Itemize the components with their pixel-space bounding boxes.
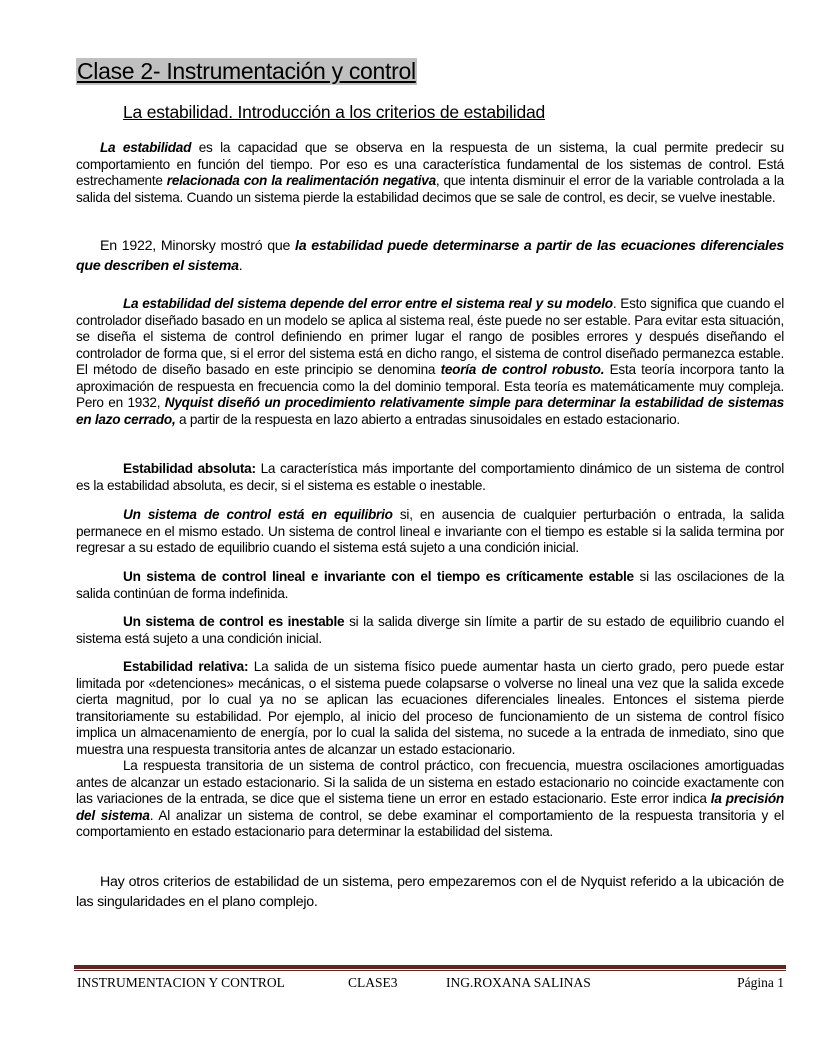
footer-class: CLASE3 [348,975,398,990]
paragraph-text: es la capacidad que se observa en la respuesta de un sistema, la cual permite predecir su comportamiento en función del tiempo. Por eso es una característica fundamental de los sistemas de control. Está estrechamente [76,140,784,188]
paragraph-text: si la salida diverge sin límite a partir de su estado de equilibrio cuando el sistema está sujeto a una condición inicial. [76,614,784,646]
footer-page-number: Página 1 [737,975,784,990]
emphasis-text: Estabilidad relativa: [123,659,249,674]
paragraph [76,614,784,647]
paragraph-text: Esta teoría incorpora tanto la aproximación de respuesta en frecuencia como la del dominio temporal. Esta teoría es matemáticamente muy compleja. Pero en 1932, [76,362,784,410]
paragraph-text: , que intenta disminuir el error de la variable controlada a la salida del sistema. Cuando un sistema pierde la estabilidad decimos que se sale de control, es decir, se vuelve inestable. [76,173,784,205]
paragraph [76,296,784,428]
emphasis-text: Estabilidad absoluta: [123,461,256,476]
paragraph-text: En 1922, Minorsky mostró que [100,238,296,254]
emphasis-text: relacionada con la realimentación negativa [166,173,436,188]
emphasis-text: Un sistema de control está en equilibrio [123,507,393,522]
footer-rule [74,965,786,969]
paragraph-text: si las oscilaciones de la salida continúan de forma indefinida. [76,569,785,601]
paragraph-text: La característica más importante del comportamiento dinámico de un sistema de control es la estabilidad absoluta, es decir, si el sistema es estable o inestable. [76,461,784,493]
emphasis-text: la precisión del sistema [76,791,784,823]
footer-author: ING.ROXANA SALINAS [446,975,591,990]
emphasis-text: Un sistema de control lineal e invariante con el tiempo es críticamente estable [123,569,634,584]
emphasis-text: Nyquist diseñó un procedimiento relativamente simple para determinar la estabilidad de sistemas en lazo cerrado, [76,395,784,427]
paragraph [76,507,784,557]
emphasis-text: teoría de control robusto. [440,362,605,377]
paragraph-text: . Esto significa que cuando el controlador diseñado basado en un modelo se aplica al sistema real, éste puede no ser estable. Para evitar esta situación, se diseña el sistema de control definiendo en primer lugar el rango de posibles errores y después diseñando el controlador de forma que, si el error del sistema está en dicho rango, el sistema de control diseñado permanezca estable. El método de diseño basado en este principio se denomina [76,296,784,377]
emphasis-text: la estabilidad puede determinarse a partir de las ecuaciones diferenciales que describen el sistema [76,238,784,274]
footer-course: INSTRUMENTACION Y CONTROL [77,975,285,990]
emphasis-text: Un sistema de control es inestable [123,614,345,629]
paragraph-text: . Al analizar un sistema de control, se debe examinar el comportamiento de la respuesta transitoria y el comportamiento en estado estacionario para determinar la estabilidad del sistema. [76,807,784,839]
paragraph-text: a partir de la respuesta en lazo abierto a entradas sinusoidales en estado estacionario. [175,411,680,427]
emphasis-text: La estabilidad del sistema depende del error entre el sistema real y su modelo [123,296,613,311]
paragraph [76,140,784,206]
paragraph [76,461,784,494]
paragraph [76,872,784,912]
paragraph-text: La respuesta transitoria de un sistema de control práctico, con frecuencia, muestra oscilaciones amortiguadas antes de alcanzar un estado estacionario. Si la salida de un sistema en estado estacionario no coincide exactamente con las variaciones de la entrada, se dice que el sistema tiene un error en estado estacionario. Este error indica [76,758,784,806]
paragraph-text: La salida de un sistema físico puede aumentar hasta un cierto grado, pero puede estar limitada por «detenciones» mecánicas, o el sistema puede colapsarse o volverse no lineal una vez que la salida excede cierta magnitud, por lo cual ya no se aplican las ecuaciones diferenciales lineales. Entonces el sistema pierde transitoriamente su estabilidad. Por ejemplo, al inicio del proceso de funcionamiento de un sistema de control físico implica un almacenamiento de energía, por lo cual la salida del sistema, no sucede a la entrada de inmediato, sino que muestra una respuesta transitoria antes de alcanzar un estado estacionario. [76,659,784,757]
section-heading: La estabilidad. Introducción a los criterios de estabilidad [123,102,546,122]
paragraph-text: . [238,258,243,274]
paragraph-text: si, en ausencia de cualquier perturbación o entrada, la salida permanece en el mismo estado. Un sistema de control lineal e invariante con el tiempo es estable si la salida termina por regresar a su estado de equilibrio cuando el sistema está sujeto a una condición inicial. [76,507,784,555]
paragraph [76,236,784,276]
page-title: Clase 2- Instrumentación y control [77,58,416,84]
emphasis-text: La estabilidad [100,140,192,155]
footer-rule-thin [74,970,786,971]
paragraph [76,758,784,841]
paragraph-text: Hay otros criterios de estabilidad de un sistema, pero empezaremos con el de Nyquist referido a la ubicación de las singularidades en el plano complejo. [76,874,784,910]
paragraph [76,569,784,602]
paragraph [76,659,784,758]
